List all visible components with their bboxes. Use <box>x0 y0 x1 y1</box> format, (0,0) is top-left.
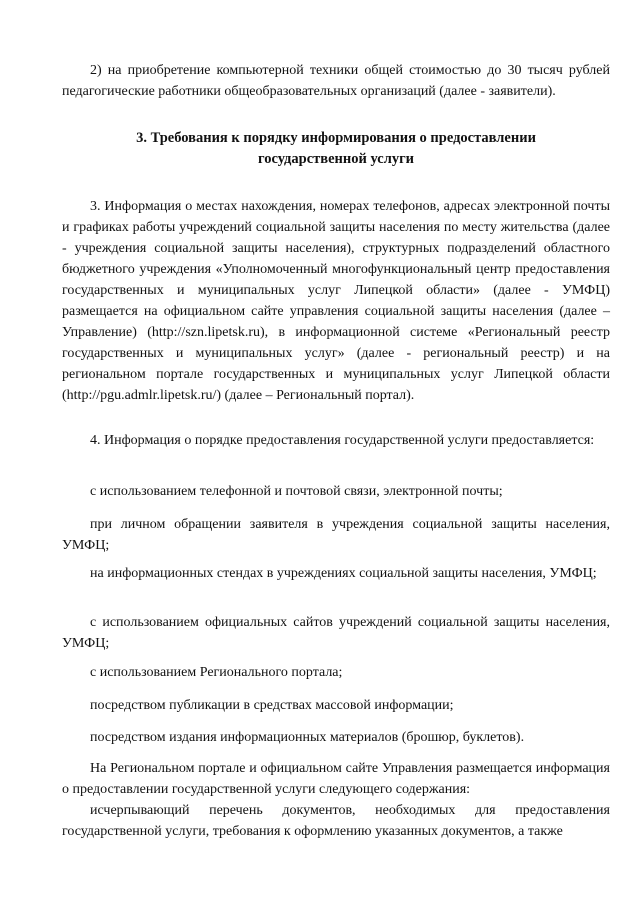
paragraph-documents-list: исчерпывающий перечень документов, необходимых для предоставления государственной услуги, требования к оформлению указанных документов, а также <box>62 803 610 839</box>
section-heading-line2: государственной услуги <box>257 151 415 167</box>
section-heading-line1: 3. Требования к порядку информирования о предоставлении <box>136 130 536 146</box>
list-item-stands: на информационных стендах в учреждениях социальной защиты населения, УМФЦ; <box>90 566 597 581</box>
list-item-phone: с использованием телефонной и почтовой связи, электронной почты; <box>90 484 503 499</box>
list-item-materials: посредством издания информационных материалов (брошюр, буклетов). <box>90 730 525 745</box>
intro-item-2: 2) на приобретение компьютерной техники общей стоимостью до 30 тысяч рублей педагогические работники общеобразовательных организаций (далее - заявители). <box>62 63 610 99</box>
paragraph-portal: На Региональном портале и официальном сайте Управления размещается информация о предоставлении государственной услуги следующего содержания: <box>62 761 610 797</box>
paragraph-4: 4. Информация о порядке предоставления государственной услуги предоставляется: <box>90 433 595 448</box>
paragraph-3: 3. Информация о местах нахождения, номерах телефонов, адресах электронной почты и графиках работы учреждений социальной защиты населения по месту жительства (далее - учреждения социальной защиты населения), структурных подразделений областного бюджетного учреждения «Уполномоченный многофункциональный центр предоставления государственных и муниципальных услуг Липецкой области» (далее - УМФЦ) размещается на официальном сайте управления социальной защиты населения (далее –Управление) (http://szn.lipetsk.ru), в информационной системе «Региональный реестр государственных и муниципальных услуг» (далее - региональный реестр) и на региональном портале государственных и муниципальных услуг Липецкой области (http://pgu.admlr.lipetsk.ru/) (далее – Региональный портал). <box>62 199 610 403</box>
section-heading <box>62 128 610 170</box>
list-item-media: посредством публикации в средствах массовой информации; <box>90 698 454 713</box>
list-item-sites: с использованием официальных сайтов учреждений социальной защиты населения, УМФЦ; <box>62 615 610 651</box>
list-item-portal: с использованием Регионального портала; <box>90 665 343 680</box>
list-item-personal: при личном обращении заявителя в учреждения социальной защиты населения, УМФЦ; <box>62 517 610 553</box>
